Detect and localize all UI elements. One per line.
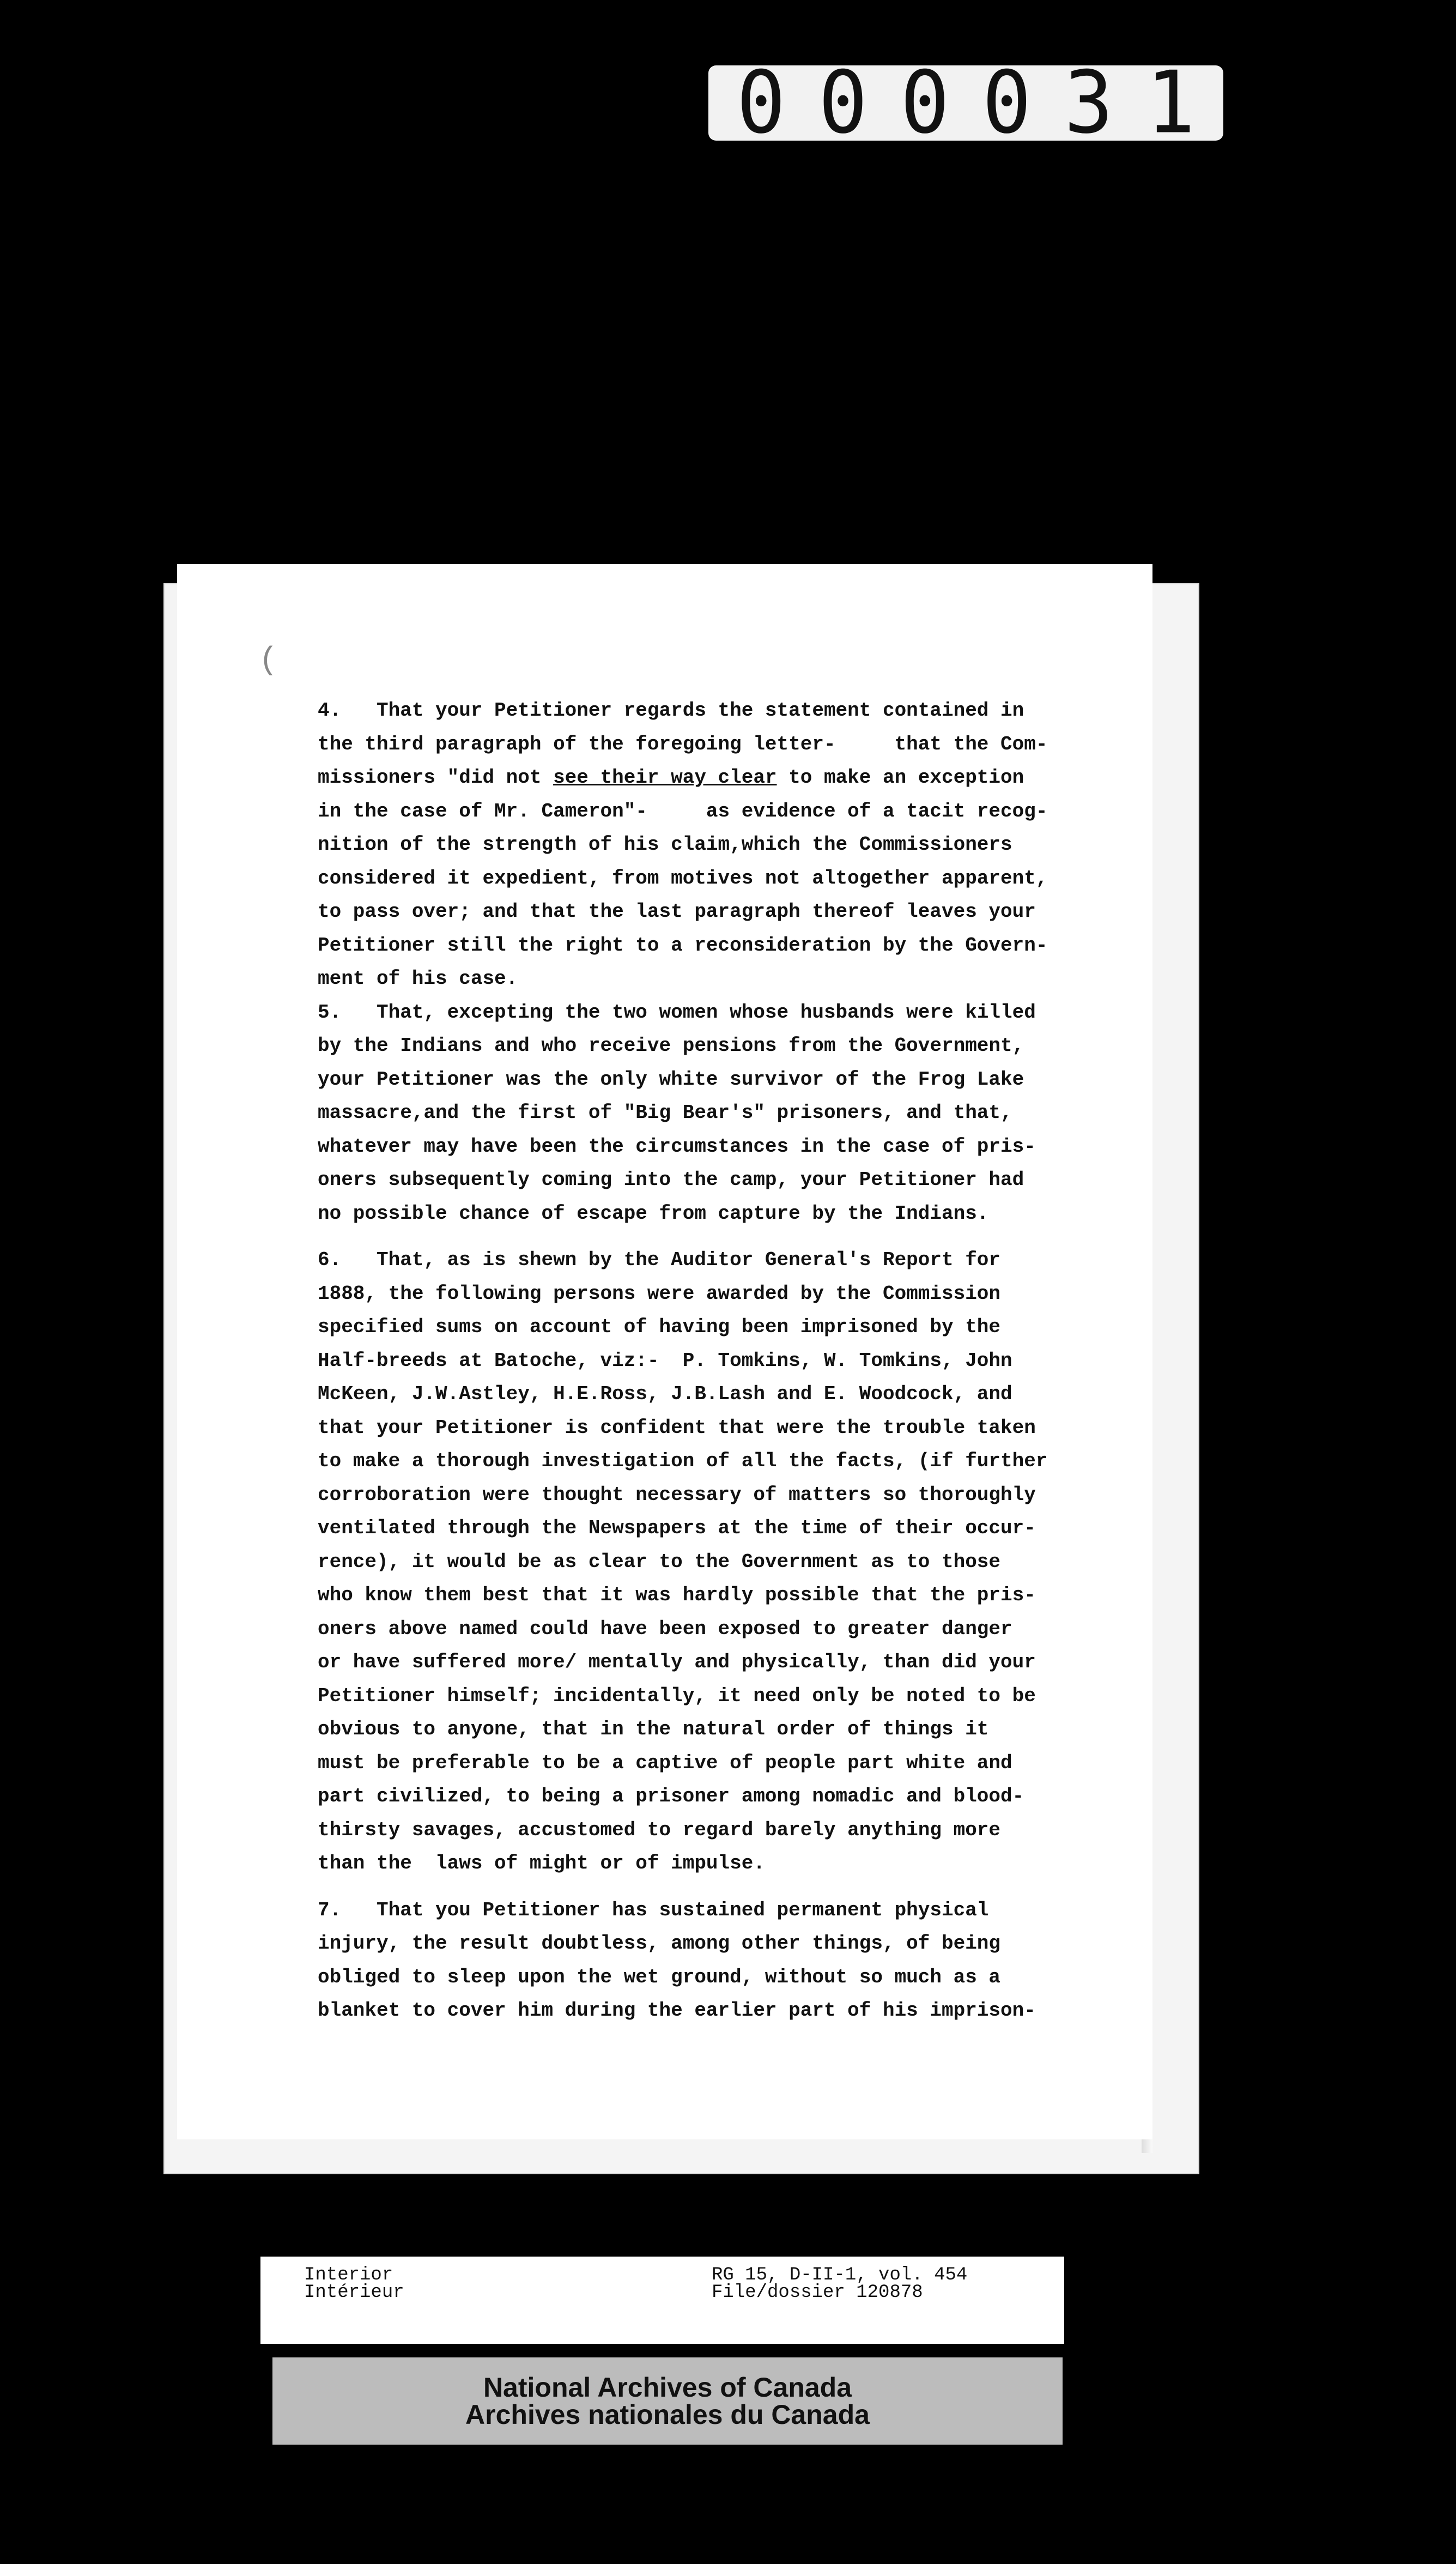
text-line: 6. That, as is shewn by the Auditor General's Report for <box>318 1249 1001 1271</box>
text-line: missioners "did not see their way clear to make an exception <box>318 766 1024 789</box>
document-page <box>177 564 1152 2139</box>
text-line: McKeen, J.W.Astley, H.E.Ross, J.B.Lash and E. Woodcock, and <box>318 1383 1012 1405</box>
text-line: by the Indians and who receive pensions from the Government, <box>318 1035 1024 1057</box>
frame-number-label <box>708 53 1228 153</box>
text-line: massacre,and the first of "Big Bear's" prisoners, and that, <box>318 1102 1012 1124</box>
paragraph-7 <box>318 1894 1119 2028</box>
archives-name-fr: Archives nationales du Canada <box>465 2399 870 2430</box>
paragraph-5 <box>318 996 1119 1231</box>
text-line: oners above named could have been exposed to greater danger <box>318 1617 1012 1640</box>
text-line: to pass over; and that the last paragraph thereof leaves your <box>318 900 1036 923</box>
text-line: Petitioner himself; incidentally, it need only be noted to be <box>318 1684 1036 1707</box>
text-line: or have suffered more/ mentally and physically, than did your <box>318 1651 1036 1673</box>
archives-name-en: National Archives of Canada <box>483 2372 852 2403</box>
text-line: obliged to sleep upon the wet ground, without so much as a <box>318 1966 1001 1988</box>
text-line: Half-breeds at Batoche, viz:- P. Tomkins, W. Tomkins, John <box>318 1349 1012 1372</box>
file-reference: File/dossier 120878 <box>712 2282 923 2303</box>
text-line: no possible chance of escape from capture by the Indians. <box>318 1202 989 1225</box>
text-line: rence), it would be as clear to the Government as to those <box>318 1550 1001 1573</box>
text-line: obvious to anyone, that in the natural order of things it <box>318 1718 989 1740</box>
text-line: oners subsequently coming into the camp, your Petitioner had <box>318 1169 1024 1191</box>
reference-label <box>712 2266 967 2301</box>
text-line: blanket to cover him during the earlier part of his imprison- <box>318 1999 1036 2022</box>
text-line: the third paragraph of the foregoing letter- that the Com- <box>318 733 1048 755</box>
archival-caption <box>260 2257 1064 2344</box>
paragraph-6 <box>318 1243 1119 1880</box>
text-line: your Petitioner was the only white survivor of the Frog Lake <box>318 1068 1024 1091</box>
underlined-phrase: see their way clear <box>553 766 777 789</box>
text-line: in the case of Mr. Cameron"- as evidence of a tacit recog- <box>318 800 1048 823</box>
text-line: considered it expedient, from motives not altogether apparent, <box>318 867 1048 890</box>
text-line: 7. That you Petitioner has sustained permanent physical <box>318 1898 989 1921</box>
department-label <box>304 2266 404 2301</box>
text-line: nition of the strength of his claim,which the Commissioners <box>318 833 1012 856</box>
margin-mark: ( <box>259 643 278 679</box>
text-line: injury, the result doubtless, among other things, of being <box>318 1932 1001 1955</box>
text-line: than the laws of might or of impulse. <box>318 1852 765 1874</box>
text-line: 1888, the following persons were awarded by the Commission <box>318 1282 1001 1305</box>
text-line: must be preferable to be a captive of people part white and <box>318 1751 1012 1774</box>
text-line: who know them best that it was hardly possible that the pris- <box>318 1584 1036 1606</box>
text-line: Petitioner still the right to a reconsideration by the Govern- <box>318 934 1048 957</box>
text-line: to make a thorough investigation of all the facts, (if further <box>318 1450 1048 1472</box>
text-line: corroboration were thought necessary of matters so thoroughly <box>318 1483 1036 1506</box>
text-line: 4. That your Petitioner regards the statement contained in <box>318 699 1024 722</box>
paragraph-4 <box>318 694 1119 996</box>
text-line: whatever may have been the circumstances in the case of pris- <box>318 1135 1036 1158</box>
archives-banner <box>272 2357 1063 2445</box>
document-body <box>318 694 1119 2028</box>
frame-number: 000031 <box>736 53 1228 153</box>
text-line: 5. That, excepting the two women whose husbands were killed <box>318 1001 1036 1024</box>
text-line: thirsty savages, accustomed to regard barely anything more <box>318 1818 1001 1841</box>
record-group-reference: RG 15, D-II-1, vol. 454 <box>712 2265 968 2285</box>
text-line: part civilized, to being a prisoner among nomadic and blood- <box>318 1785 1024 1807</box>
text-line: that your Petitioner is confident that were the trouble taken <box>318 1416 1036 1439</box>
department-fr: Intérieur <box>304 2282 404 2303</box>
text-line: ment of his case. <box>318 967 518 990</box>
department-en: Interior <box>304 2265 393 2285</box>
text-line: ventilated through the Newspapers at the time of their occur- <box>318 1517 1036 1539</box>
text-line: specified sums on account of having been imprisoned by the <box>318 1316 1001 1338</box>
